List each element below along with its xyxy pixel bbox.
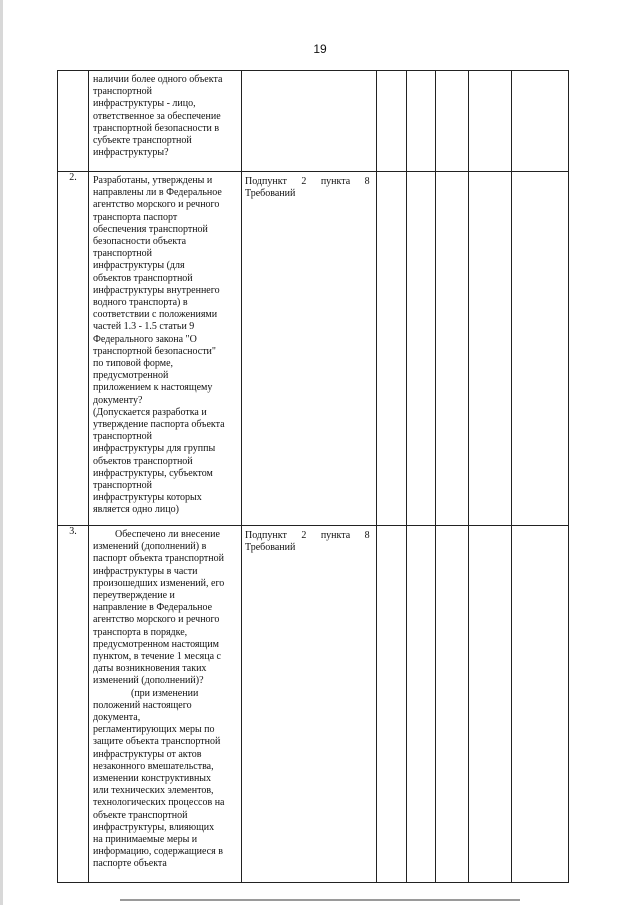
table-row <box>58 526 569 883</box>
question-line: документа, <box>93 712 141 724</box>
check-cell <box>407 172 436 526</box>
question-line: защите объекта транспортной <box>93 736 221 748</box>
question-line: транспортной <box>93 480 153 492</box>
question-line: транспортной <box>93 86 153 98</box>
question-cell <box>89 71 242 172</box>
question-line: приложением к настоящему <box>93 382 213 394</box>
question-line: документу? <box>93 394 143 406</box>
check-cell <box>377 172 407 526</box>
check-cell <box>469 71 512 172</box>
reference-line: Требований <box>245 542 296 554</box>
question-line: (Допускается разработка и <box>93 406 207 418</box>
question-line: обеспечения транспортной <box>93 223 208 235</box>
question-line: инфраструктуры для группы <box>93 443 216 455</box>
table-row <box>58 172 569 526</box>
question-line: изменении конструктивных <box>93 773 212 785</box>
check-cell <box>436 71 469 172</box>
question-line: инфраструктуры в части <box>93 565 198 577</box>
question-line: субъекте транспортной <box>93 135 192 147</box>
question-line: транспортной безопасности" <box>93 345 216 357</box>
check-cell <box>377 526 407 883</box>
question-line: инфраструктуры, субъектом <box>93 467 213 479</box>
question-line: транспортной безопасности в <box>93 122 220 134</box>
question-line: агентство морского и речного <box>93 199 220 211</box>
question-line: изменений (дополнений) в <box>93 541 207 553</box>
question-cell <box>89 526 242 883</box>
question-line: инфраструктуры - лицо, <box>93 98 196 110</box>
question-line: транспорта паспорт <box>93 211 178 223</box>
question-line: транспортной <box>93 248 153 260</box>
question-line: ответственное за обеспечение <box>93 110 221 122</box>
question-line: на принимаемые меры и <box>93 834 198 846</box>
row-number <box>58 71 89 172</box>
question-line: транспортной <box>93 431 153 443</box>
question-line: инфраструктуры от актов <box>93 748 202 760</box>
question-line: инфраструктуры? <box>93 147 169 159</box>
check-cell <box>407 526 436 883</box>
question-line: частей 1.3 - 1.5 статьи 9 <box>93 321 195 333</box>
requirements-table <box>57 70 569 883</box>
question-line: произошедших изменений, его <box>93 577 225 589</box>
question-line: (при изменении <box>131 687 199 699</box>
question-line: предусмотренной <box>93 370 169 382</box>
reference-cell <box>242 526 377 883</box>
question-line: изменений (дополнений)? <box>93 675 204 687</box>
question-line: пунктом, в течение 1 месяца с <box>93 651 221 663</box>
reference-cell <box>242 172 377 526</box>
question-line: или технических элементов, <box>93 785 214 797</box>
question-line: предусмотренном настоящим <box>93 638 219 650</box>
check-cell <box>407 71 436 172</box>
comment-cell <box>512 526 569 883</box>
reference-line: Требований <box>245 188 296 200</box>
question-line: по типовой форме, <box>93 358 174 370</box>
question-line: соответствии с положениями <box>93 309 218 321</box>
question-line: инфраструктуры (для <box>93 260 185 272</box>
question-line: Разработаны, утверждены и <box>93 175 213 186</box>
comment-cell <box>512 71 569 172</box>
question-line: инфраструктуры которых <box>93 492 202 504</box>
question-line: направление в Федеральное <box>93 602 213 614</box>
question-line: незаконного вмешательства, <box>93 760 214 772</box>
question-line: инфраструктуры, влияющих <box>93 821 215 833</box>
table-row <box>58 71 569 172</box>
question-line: регламентирующих меры по <box>93 724 215 736</box>
question-line: утверждение паспорта объекта <box>93 419 225 431</box>
question-line: технологических процессов на <box>93 797 225 809</box>
question-line: транспорта в порядке, <box>93 626 188 638</box>
row-number: 3. <box>58 526 89 883</box>
question-line: объектов транспортной <box>93 272 193 284</box>
question-line: Федерального закона "О <box>93 333 197 345</box>
scan-bottom-edge <box>120 899 520 901</box>
question-line: паспорте объекта <box>93 858 167 870</box>
question-line: паспорт объекта транспортной <box>93 553 224 565</box>
comment-cell <box>512 172 569 526</box>
question-line: объекте транспортной <box>93 809 188 821</box>
question-line: объектов транспортной <box>93 455 193 467</box>
question-line: агентство морского и речного <box>93 614 220 626</box>
page-number: 19 <box>313 42 327 56</box>
question-line: водного транспорта) в <box>93 297 188 309</box>
question-line: направлены ли в Федеральное <box>93 187 222 199</box>
question-line: безопасности объекта <box>93 236 187 248</box>
check-cell <box>377 71 407 172</box>
question-line: Обеспечено ли внесение <box>115 529 220 540</box>
check-cell <box>436 526 469 883</box>
scan-edge-shadow <box>0 0 3 905</box>
check-cell <box>469 526 512 883</box>
reference-line: Подпункт 2 пункта 8 <box>245 176 370 187</box>
question-cell <box>89 172 242 526</box>
question-line: является одно лицо) <box>93 504 179 516</box>
row-number: 2. <box>58 172 89 526</box>
question-line: положений настоящего <box>93 699 192 711</box>
question-line: даты возникновения таких <box>93 663 207 675</box>
reference-cell <box>242 71 377 172</box>
question-line: информацию, содержащиеся в <box>93 846 223 858</box>
check-cell <box>469 172 512 526</box>
check-cell <box>436 172 469 526</box>
reference-line: Подпункт 2 пункта 8 <box>245 530 370 541</box>
question-line: инфраструктуры внутреннего <box>93 284 220 296</box>
question-line: наличии более одного объекта <box>93 74 223 85</box>
question-line: переутверждение и <box>93 590 175 602</box>
